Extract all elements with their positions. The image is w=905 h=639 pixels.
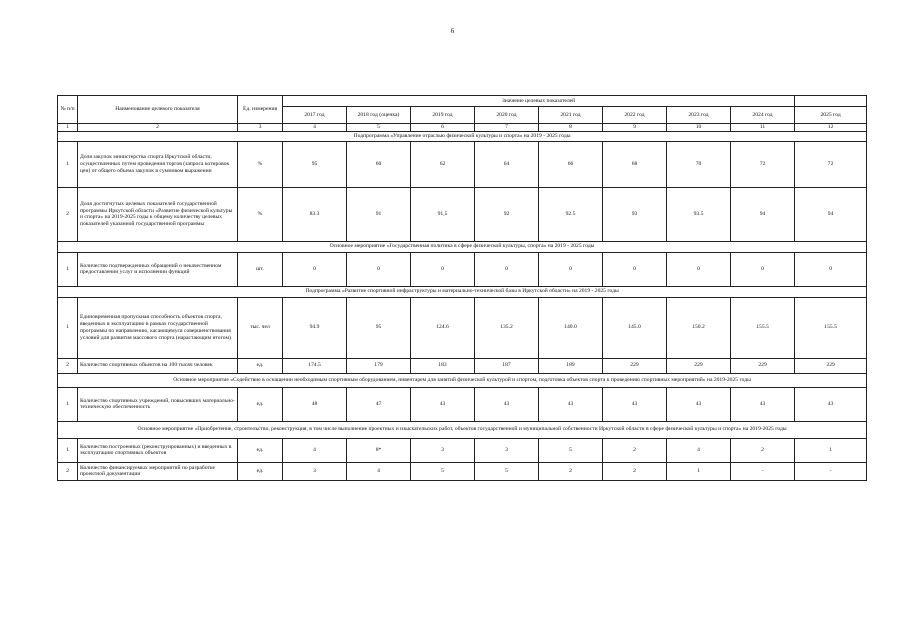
year-header: 2023 год bbox=[667, 107, 731, 124]
year-header: 2025 год bbox=[795, 107, 867, 124]
unit-cell: ед. bbox=[238, 438, 283, 462]
value-cell: 155.5 bbox=[731, 297, 795, 358]
value-cell: 150.2 bbox=[667, 297, 731, 358]
value-cell: 43 bbox=[411, 387, 475, 421]
section-row bbox=[58, 132, 867, 142]
value-cell: 0 bbox=[603, 252, 667, 286]
unit-cell: ед. bbox=[238, 358, 283, 373]
indicator-name: Количество спортивных учреждений, повысивших материально-техническую обеспеченность bbox=[78, 387, 238, 421]
value-cell: 94.9 bbox=[283, 297, 347, 358]
table-row bbox=[58, 358, 867, 373]
col-number: 8 bbox=[539, 124, 603, 132]
value-cell: 92.5 bbox=[539, 187, 603, 241]
value-cell: 93 bbox=[603, 187, 667, 241]
unit-cell: ед. bbox=[238, 387, 283, 421]
table-row bbox=[58, 252, 867, 286]
header-row-top bbox=[58, 96, 867, 107]
year-header: 2022 год bbox=[603, 107, 667, 124]
col-number: 2 bbox=[78, 124, 238, 132]
col-number: 1 bbox=[58, 124, 78, 132]
value-cell: 72 bbox=[795, 141, 867, 187]
table-row bbox=[58, 187, 867, 241]
value-cell: 174.5 bbox=[283, 358, 347, 373]
value-cell: 4 bbox=[667, 438, 731, 462]
year-header: 2024 год bbox=[731, 107, 795, 124]
col-number: 6 bbox=[411, 124, 475, 132]
value-cell: 0 bbox=[411, 252, 475, 286]
table-row bbox=[58, 141, 867, 187]
value-cell: 72 bbox=[731, 141, 795, 187]
value-cell: 95 bbox=[283, 141, 347, 187]
section-title: Основное мероприятие «Содействие в оснащении необходимым спортивным оборудованием, инвентарем для занятий физической культурой и спортом, подготовка объектов спорта к проведению спортивных мероприятий» на 2019-2025 годы bbox=[58, 373, 867, 387]
year-header: 2021 год bbox=[539, 107, 603, 124]
value-cell: 0 bbox=[667, 252, 731, 286]
value-cell: 92 bbox=[475, 187, 539, 241]
value-cell: 5 bbox=[475, 462, 539, 480]
value-cell: 229 bbox=[603, 358, 667, 373]
value-cell: 68 bbox=[603, 141, 667, 187]
value-cell: 0 bbox=[347, 252, 411, 286]
value-cell: 83.3 bbox=[283, 187, 347, 241]
value-cell: 179 bbox=[347, 358, 411, 373]
year-header: 2017 год bbox=[283, 107, 347, 124]
value-cell: 0 bbox=[539, 252, 603, 286]
value-cell: 1 bbox=[795, 438, 867, 462]
value-cell: 0 bbox=[283, 252, 347, 286]
value-cell: - bbox=[731, 462, 795, 480]
value-cell: 95 bbox=[347, 297, 411, 358]
value-cell: 60 bbox=[347, 141, 411, 187]
values-group-header: Значение целевых показателей bbox=[283, 96, 795, 107]
row-number: 2 bbox=[58, 187, 78, 241]
value-cell: 4 bbox=[283, 438, 347, 462]
section-row bbox=[58, 286, 867, 297]
page-number: 6 bbox=[450, 27, 455, 35]
section-title: Подпрограмма «Развитие спортивной инфраструктуры и материально-технической базы в Иркутской области» на 2019 - 2025 годы bbox=[58, 286, 867, 297]
unit-cell: % bbox=[238, 141, 283, 187]
row-number: 2 bbox=[58, 358, 78, 373]
value-cell: 3 bbox=[475, 438, 539, 462]
value-cell: 183 bbox=[411, 358, 475, 373]
value-cell: 64 bbox=[475, 141, 539, 187]
value-cell: 1 bbox=[667, 462, 731, 480]
table-body bbox=[58, 96, 867, 481]
year-header: 2020 год bbox=[475, 107, 539, 124]
value-cell: 229 bbox=[731, 358, 795, 373]
indicator-name: Доля закупок министерства спорта Иркутской области, осуществленных путем проведения торгов (запроса котировок цен) от общего объема закупок в суммовом выражении bbox=[78, 141, 238, 187]
value-cell: 5 bbox=[411, 462, 475, 480]
value-cell: 0 bbox=[731, 252, 795, 286]
header-empty-cell bbox=[795, 96, 867, 107]
indicator-name: Количество построенных (реконструированных) и введенных в эксплуатацию спортивных объектов bbox=[78, 438, 238, 462]
table-row bbox=[58, 438, 867, 462]
value-cell: 187 bbox=[475, 358, 539, 373]
value-cell: 0 bbox=[795, 252, 867, 286]
row-number: 1 bbox=[58, 252, 78, 286]
unit-cell: шт. bbox=[238, 252, 283, 286]
value-cell: 43 bbox=[731, 387, 795, 421]
col-number: 4 bbox=[283, 124, 347, 132]
value-cell: - bbox=[795, 462, 867, 480]
section-row bbox=[58, 421, 867, 438]
value-cell: 145.0 bbox=[603, 297, 667, 358]
indicator-name: Количество подтвержденных обращений о некачественном предоставлении услуг и исполнении функций bbox=[78, 252, 238, 286]
value-cell: 3 bbox=[283, 462, 347, 480]
value-cell: 2 bbox=[539, 462, 603, 480]
table-row bbox=[58, 462, 867, 480]
value-cell: 94 bbox=[731, 187, 795, 241]
section-row bbox=[58, 241, 867, 252]
value-cell: 8* bbox=[347, 438, 411, 462]
value-cell: 43 bbox=[795, 387, 867, 421]
col-number: 10 bbox=[667, 124, 731, 132]
column-numbers-row bbox=[58, 124, 867, 132]
value-cell: 135.2 bbox=[475, 297, 539, 358]
indicator-name: Количество спортивных объектов на 100 тысяч человек bbox=[78, 358, 238, 373]
row-number: 1 bbox=[58, 387, 78, 421]
unit-cell: ед. bbox=[238, 462, 283, 480]
value-cell: 189 bbox=[539, 358, 603, 373]
value-cell: 140.0 bbox=[539, 297, 603, 358]
unit-cell: тыс. чел bbox=[238, 297, 283, 358]
row-number: 1 bbox=[58, 297, 78, 358]
col-number: 9 bbox=[603, 124, 667, 132]
name-col-header: Наименование целевого показателя bbox=[78, 96, 238, 124]
target-indicators-table bbox=[57, 95, 867, 481]
row-number: 1 bbox=[58, 438, 78, 462]
value-cell: 43 bbox=[667, 387, 731, 421]
value-cell: 43 bbox=[539, 387, 603, 421]
value-cell: 155.5 bbox=[795, 297, 867, 358]
col-number: 12 bbox=[795, 124, 867, 132]
section-title: Основное мероприятие «Приобретение, строительство, реконструкция, в том числе выполнение проектных и изыскательских работ, объектов государственной и муниципальной собственности Иркутской области в сфере физической культуры и спорта» на 2019-2025 годы bbox=[58, 421, 867, 438]
value-cell: 70 bbox=[667, 141, 731, 187]
value-cell: 4 bbox=[347, 462, 411, 480]
col-number: 5 bbox=[347, 124, 411, 132]
section-title: Подпрограмма «Управление отраслью физической культуры и спорта» на 2019 - 2025 годы bbox=[58, 132, 867, 142]
num-col-header: № п/п bbox=[58, 96, 78, 124]
col-number: 7 bbox=[475, 124, 539, 132]
value-cell: 124.6 bbox=[411, 297, 475, 358]
unit-col-header: Ед. измерения bbox=[238, 96, 283, 124]
indicator-name: Единовременная пропускная способность объектов спорта, введенных в эксплуатацию в рамках государственной программы по направлению, касающемуся совершенствования условий для развития массового спорта (нарастающим итогом) bbox=[78, 297, 238, 358]
table-row bbox=[58, 297, 867, 358]
value-cell: 3 bbox=[411, 438, 475, 462]
indicator-name: Количество финансируемых мероприятий по разработке проектной документации bbox=[78, 462, 238, 480]
col-number: 11 bbox=[731, 124, 795, 132]
unit-cell: % bbox=[238, 187, 283, 241]
section-row bbox=[58, 373, 867, 387]
value-cell: 94 bbox=[795, 187, 867, 241]
row-number: 2 bbox=[58, 462, 78, 480]
row-number: 1 bbox=[58, 141, 78, 187]
year-header: 2018 год (оценка) bbox=[347, 107, 411, 124]
value-cell: 0 bbox=[475, 252, 539, 286]
col-number: 3 bbox=[238, 124, 283, 132]
indicator-name: Доля достигнутых целевых показателей государственной программы Иркутской области «Развитие физической культуры и спорта» на 2019-2025 годы к общему количеству целевых показателей указанной государственной программы bbox=[78, 187, 238, 241]
value-cell: 229 bbox=[667, 358, 731, 373]
value-cell: 2 bbox=[603, 462, 667, 480]
value-cell: 5 bbox=[539, 438, 603, 462]
value-cell: 229 bbox=[795, 358, 867, 373]
value-cell: 66 bbox=[539, 141, 603, 187]
value-cell: 62 bbox=[411, 141, 475, 187]
value-cell: 43 bbox=[603, 387, 667, 421]
value-cell: 2 bbox=[603, 438, 667, 462]
value-cell: 91,5 bbox=[411, 187, 475, 241]
value-cell: 48 bbox=[283, 387, 347, 421]
value-cell: 43 bbox=[475, 387, 539, 421]
year-header: 2019 год bbox=[411, 107, 475, 124]
value-cell: 2 bbox=[731, 438, 795, 462]
value-cell: 47 bbox=[347, 387, 411, 421]
table-row bbox=[58, 387, 867, 421]
section-title: Основное мероприятие «Государственная политика в сфере физической культуры, спорта» на 2019 - 2025 годы bbox=[58, 241, 867, 252]
value-cell: 93.5 bbox=[667, 187, 731, 241]
value-cell: 91 bbox=[347, 187, 411, 241]
